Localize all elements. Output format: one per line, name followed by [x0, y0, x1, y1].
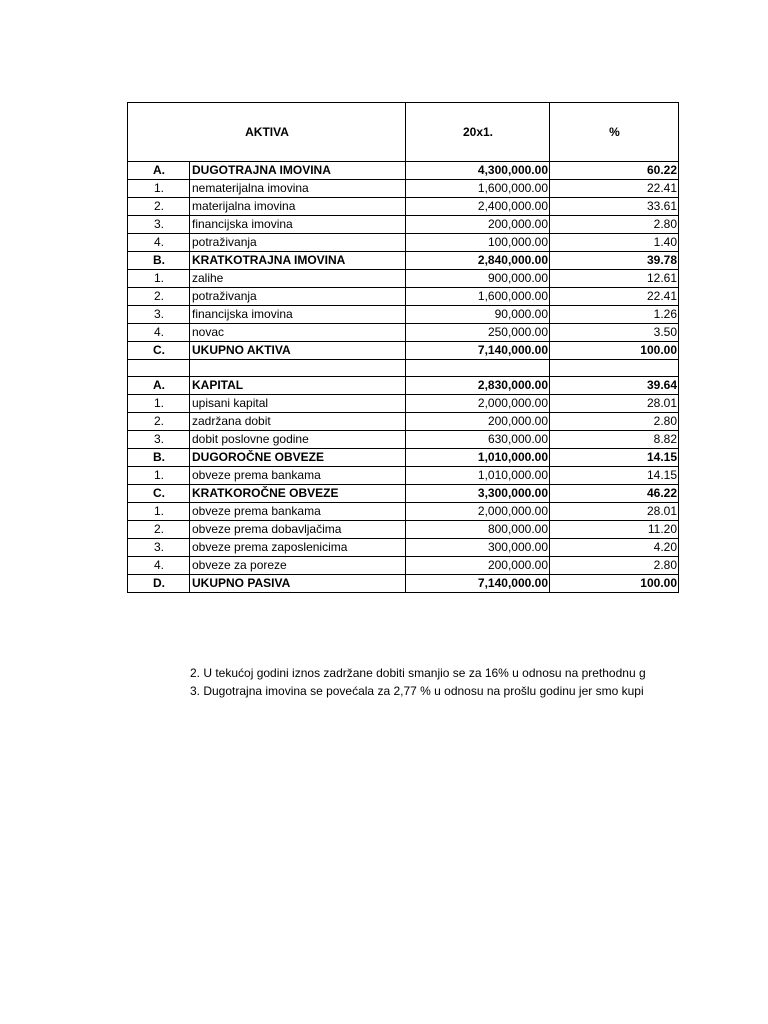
row-amount: 1,600,000.00 — [406, 288, 550, 306]
row-number: 1. — [128, 467, 190, 485]
table-row — [128, 413, 679, 431]
row-amount: 2,000,000.00 — [406, 503, 550, 521]
notes — [190, 664, 677, 700]
row-amount: 200,000.00 — [406, 216, 550, 234]
row-amount: 900,000.00 — [406, 270, 550, 288]
row-percent: 33.61 — [550, 198, 679, 216]
row-amount: 250,000.00 — [406, 324, 550, 342]
spacer-row — [128, 360, 679, 377]
row-percent: 46.22 — [550, 485, 679, 503]
row-name: dobit poslovne godine — [190, 431, 406, 449]
row-number: 1. — [128, 395, 190, 413]
row-name: zalihe — [190, 270, 406, 288]
row-number: 4. — [128, 324, 190, 342]
row-name: potraživanja — [190, 288, 406, 306]
row-percent: 14.15 — [550, 467, 679, 485]
row-percent: 2.80 — [550, 557, 679, 575]
row-number — [128, 360, 190, 377]
row-name: zadržana dobit — [190, 413, 406, 431]
row-amount: 2,830,000.00 — [406, 377, 550, 395]
table-row — [128, 467, 679, 485]
row-number: 4. — [128, 234, 190, 252]
row-percent: 3.50 — [550, 324, 679, 342]
row-name: financijska imovina — [190, 216, 406, 234]
table-row — [128, 395, 679, 413]
table-header-row — [128, 103, 679, 162]
table-row — [128, 431, 679, 449]
table-row — [128, 485, 679, 503]
row-number: C. — [128, 485, 190, 503]
row-amount: 90,000.00 — [406, 306, 550, 324]
row-name: KRATKOROČNE OBVEZE — [190, 485, 406, 503]
table-row — [128, 342, 679, 360]
balance-sheet — [127, 102, 678, 593]
row-number: 4. — [128, 557, 190, 575]
row-name: UKUPNO AKTIVA — [190, 342, 406, 360]
table-row — [128, 162, 679, 180]
row-percent: 4.20 — [550, 539, 679, 557]
row-percent: 14.15 — [550, 449, 679, 467]
row-name: DUGOTRAJNA IMOVINA — [190, 162, 406, 180]
row-amount: 3,300,000.00 — [406, 485, 550, 503]
table-row — [128, 377, 679, 395]
row-percent: 22.41 — [550, 180, 679, 198]
row-number: 2. — [128, 198, 190, 216]
row-name: obveze prema bankama — [190, 467, 406, 485]
row-amount — [406, 360, 550, 377]
row-name: UKUPNO PASIVA — [190, 575, 406, 593]
row-amount: 4,300,000.00 — [406, 162, 550, 180]
row-name: potraživanja — [190, 234, 406, 252]
table-row — [128, 252, 679, 270]
row-percent: 100.00 — [550, 575, 679, 593]
table-row — [128, 575, 679, 593]
row-name: obveze prema zaposlenicima — [190, 539, 406, 557]
row-amount: 800,000.00 — [406, 521, 550, 539]
row-percent: 28.01 — [550, 503, 679, 521]
row-amount: 200,000.00 — [406, 557, 550, 575]
row-number: B. — [128, 449, 190, 467]
header-percent: % — [550, 103, 679, 162]
row-name: obveze prema bankama — [190, 503, 406, 521]
row-percent: 11.20 — [550, 521, 679, 539]
row-number: C. — [128, 342, 190, 360]
row-number: 3. — [128, 539, 190, 557]
row-amount: 300,000.00 — [406, 539, 550, 557]
table-row — [128, 324, 679, 342]
row-number: 3. — [128, 306, 190, 324]
row-name: obveze za poreze — [190, 557, 406, 575]
table-row — [128, 539, 679, 557]
header-year: 20x1. — [406, 103, 550, 162]
table-row — [128, 449, 679, 467]
row-name — [190, 360, 406, 377]
row-number: 3. — [128, 216, 190, 234]
row-percent: 22.41 — [550, 288, 679, 306]
balance-table — [127, 102, 679, 593]
row-number: 1. — [128, 503, 190, 521]
row-percent: 60.22 — [550, 162, 679, 180]
row-amount: 630,000.00 — [406, 431, 550, 449]
row-percent: 1.26 — [550, 306, 679, 324]
row-amount: 1,010,000.00 — [406, 449, 550, 467]
row-number: 1. — [128, 270, 190, 288]
row-number: A. — [128, 162, 190, 180]
table-row — [128, 288, 679, 306]
row-name: obveze prema dobavljačima — [190, 521, 406, 539]
row-number: 2. — [128, 413, 190, 431]
row-name: financijska imovina — [190, 306, 406, 324]
row-name: nematerijalna imovina — [190, 180, 406, 198]
row-amount: 2,400,000.00 — [406, 198, 550, 216]
row-percent: 100.00 — [550, 342, 679, 360]
table-row — [128, 198, 679, 216]
row-amount: 1,010,000.00 — [406, 467, 550, 485]
row-name: materijalna imovina — [190, 198, 406, 216]
note-line: 2. U tekućoj godini iznos zadržane dobiti smanjio se za 16% u odnosu na prethodnu g — [190, 666, 646, 680]
row-amount: 7,140,000.00 — [406, 575, 550, 593]
row-number: 2. — [128, 521, 190, 539]
table-row — [128, 180, 679, 198]
note-line: 3. Dugotrajna imovina se povećala za 2,77 % u odnosu na prošlu godinu jer smo kupi — [190, 684, 644, 698]
row-number: 1. — [128, 180, 190, 198]
row-number: D. — [128, 575, 190, 593]
row-name: KRATKOTRAJNA IMOVINA — [190, 252, 406, 270]
row-number: B. — [128, 252, 190, 270]
table-row — [128, 216, 679, 234]
table-row — [128, 306, 679, 324]
row-percent: 28.01 — [550, 395, 679, 413]
row-amount: 7,140,000.00 — [406, 342, 550, 360]
row-amount: 100,000.00 — [406, 234, 550, 252]
table-row — [128, 270, 679, 288]
row-percent: 1.40 — [550, 234, 679, 252]
row-percent: 12.61 — [550, 270, 679, 288]
row-amount: 2,000,000.00 — [406, 395, 550, 413]
row-number: A. — [128, 377, 190, 395]
row-percent: 39.64 — [550, 377, 679, 395]
table-row — [128, 521, 679, 539]
row-amount: 200,000.00 — [406, 413, 550, 431]
row-name: novac — [190, 324, 406, 342]
row-number: 2. — [128, 288, 190, 306]
table-row — [128, 234, 679, 252]
row-name: KAPITAL — [190, 377, 406, 395]
row-percent: 39.78 — [550, 252, 679, 270]
row-percent: 2.80 — [550, 216, 679, 234]
row-amount: 2,840,000.00 — [406, 252, 550, 270]
row-amount: 1,600,000.00 — [406, 180, 550, 198]
row-number: 3. — [128, 431, 190, 449]
row-percent: 2.80 — [550, 413, 679, 431]
table-body — [128, 162, 679, 593]
header-aktiva: AKTIVA — [128, 103, 406, 162]
table-row — [128, 503, 679, 521]
table-row — [128, 557, 679, 575]
row-name: upisani kapital — [190, 395, 406, 413]
row-percent — [550, 360, 679, 377]
row-percent: 8.82 — [550, 431, 679, 449]
row-name: DUGOROČNE OBVEZE — [190, 449, 406, 467]
